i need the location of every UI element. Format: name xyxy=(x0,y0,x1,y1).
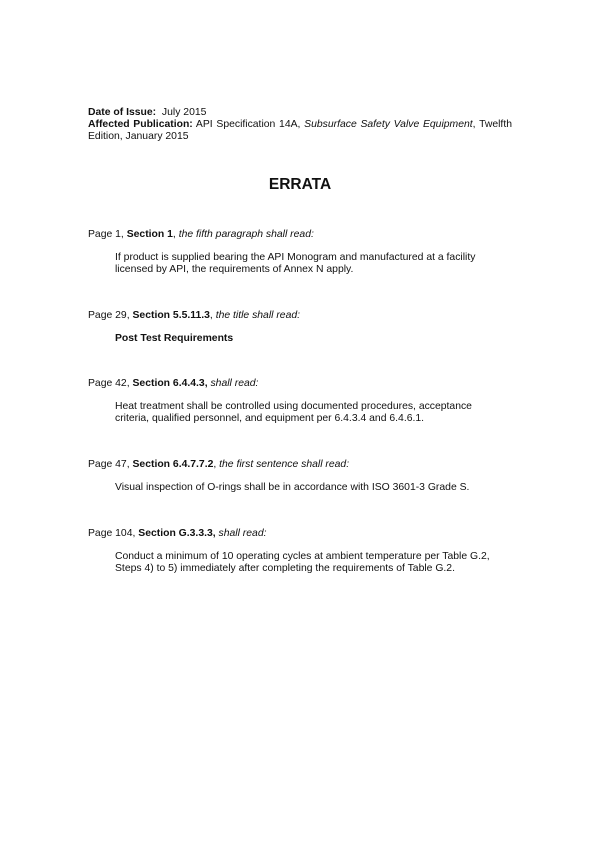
page-ref: Page 1, xyxy=(88,229,127,240)
separator: , xyxy=(172,229,179,240)
date-value: July 2015 xyxy=(161,107,207,118)
affected-publication xyxy=(88,119,512,143)
erratum-heading xyxy=(88,378,512,390)
page-ref: Page 29, xyxy=(88,310,133,321)
instruction: the title shall read: xyxy=(215,310,301,321)
erratum-body: If product is supplied bearing the API Monogram and manufactured at a facility licensed by API, the requirements of Annex N apply. xyxy=(115,252,476,275)
section-ref: Section G.3.3.3, xyxy=(138,528,216,539)
erratum-heading xyxy=(88,459,512,471)
instruction: the first sentence shall read: xyxy=(219,459,350,470)
issue-date xyxy=(88,107,512,119)
section-ref: Section 5.5.11.3 xyxy=(132,310,210,321)
publication-prefix: API Specification 14A, xyxy=(195,119,301,130)
separator: , xyxy=(213,459,220,470)
instruction: the fifth paragraph shall read: xyxy=(178,229,314,240)
section-ref: Section 6.4.4.3, xyxy=(132,378,208,389)
erratum-body: Post Test Requirements xyxy=(115,333,234,344)
section-ref: Section 6.4.7.7.2 xyxy=(132,459,214,470)
erratum-body: Conduct a minimum of 10 operating cycles at ambient temperature per Table G.2, Steps 4) to 5) immediately after completing the requirements of Table G.2. xyxy=(115,551,490,574)
erratum-heading xyxy=(88,310,512,322)
page-ref: Page 47, xyxy=(88,459,133,470)
instruction: shall read: xyxy=(210,378,259,389)
instruction: shall read: xyxy=(218,528,267,539)
page-title: ERRATA xyxy=(268,176,332,193)
separator: , xyxy=(209,310,216,321)
erratum-body: Visual inspection of O-rings shall be in accordance with ISO 3601-3 Grade S. xyxy=(115,482,470,493)
publication-label: Affected Publication: xyxy=(88,119,193,130)
publication-title: Subsurface Safety Valve Equipment xyxy=(304,119,473,130)
publication-suffix: , Twelfth Edition, January 2015 xyxy=(88,119,512,142)
page-ref: Page 104, xyxy=(88,528,139,539)
erratum-heading xyxy=(88,229,512,241)
section-ref: Section 1 xyxy=(126,229,173,240)
erratum-heading xyxy=(88,528,512,540)
date-label: Date of Issue: xyxy=(88,107,157,118)
erratum-body: Heat treatment shall be controlled using documented procedures, acceptance criteria, qualified personnel, and equipment per 6.4.3.4 and 6.4.6.1. xyxy=(115,401,472,424)
page-ref: Page 42, xyxy=(88,378,133,389)
